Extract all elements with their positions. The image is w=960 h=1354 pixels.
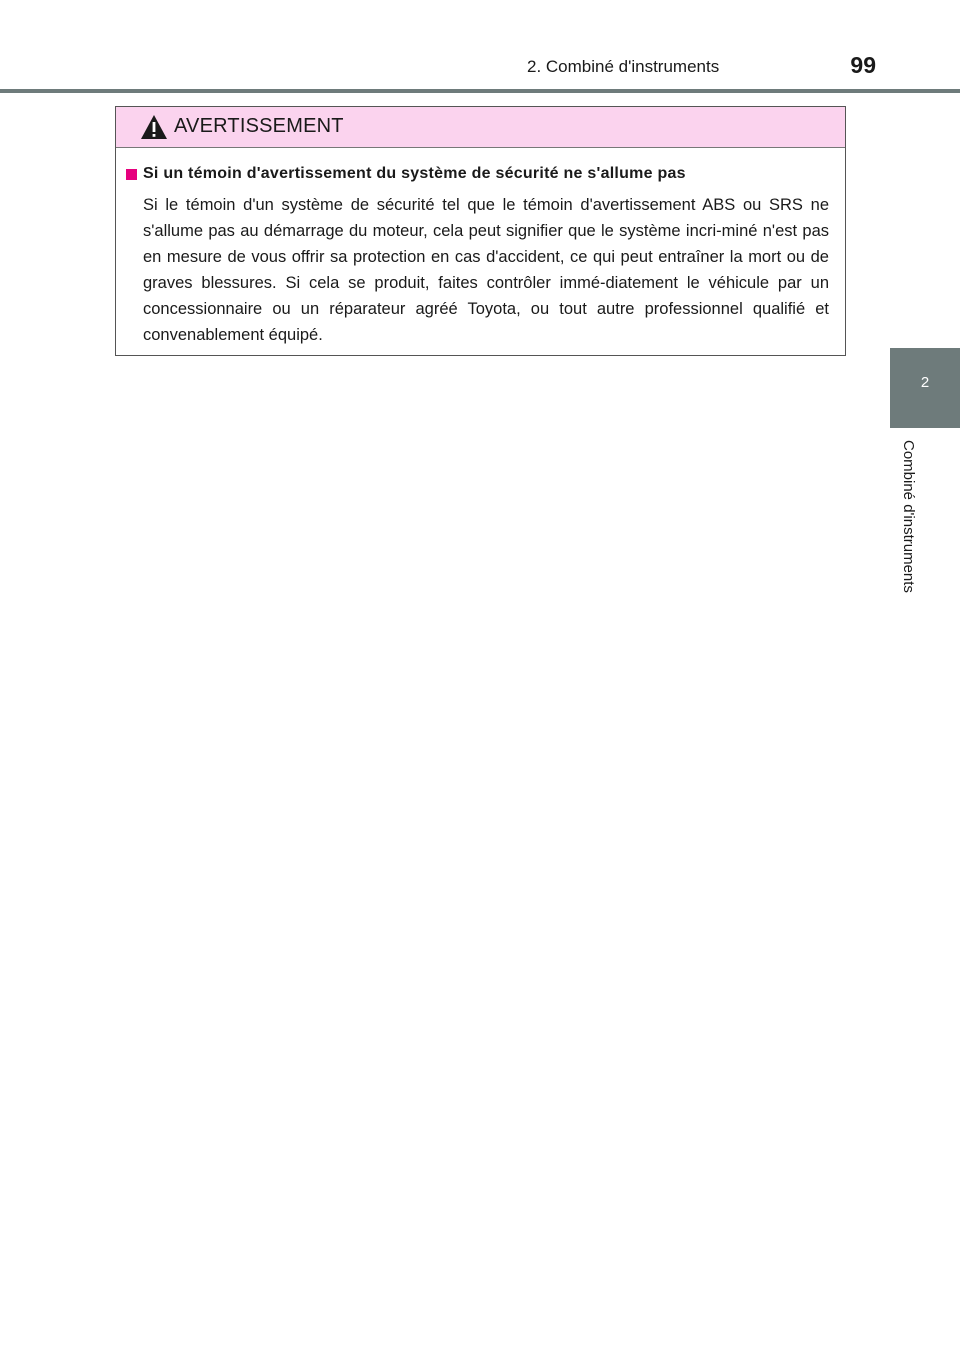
chapter-label: Combiné d'instruments (900, 440, 917, 593)
square-bullet-icon (126, 169, 137, 180)
page-number: 99 (850, 52, 876, 78)
chapter-number: 2 (920, 374, 930, 391)
warning-item-heading (126, 165, 829, 183)
section-title: 2. Combiné d'instruments (527, 57, 720, 76)
warning-header (116, 107, 845, 148)
warning-box (115, 106, 846, 356)
header-rule (0, 89, 960, 93)
warning-item-text: Si le témoin d'un système de sécurité tel que le témoin d'avertissement ABS ou SRS ne s'allume pas au démarrage du moteur, cela peut signifier que le système incri-miné n'est pas en mesure de vous offrir sa protection en cas d'accident, ce qui peut entraîner la mort ou de graves blessures. Si cela se produit, faites contrôler immé-diatement le véhicule par un concessionnaire ou un réparateur agréé Toyota, ou tout autre professionnel qualifié et convenablement équipé. (143, 196, 829, 344)
warning-title: AVERTISSEMENT (174, 115, 344, 137)
warning-triangle-icon (140, 114, 168, 140)
chapter-tab (890, 348, 960, 428)
warning-heading-text: Si un témoin d'avertissement du système de sécurité ne s'allume pas (143, 165, 686, 182)
warning-body (116, 148, 845, 348)
